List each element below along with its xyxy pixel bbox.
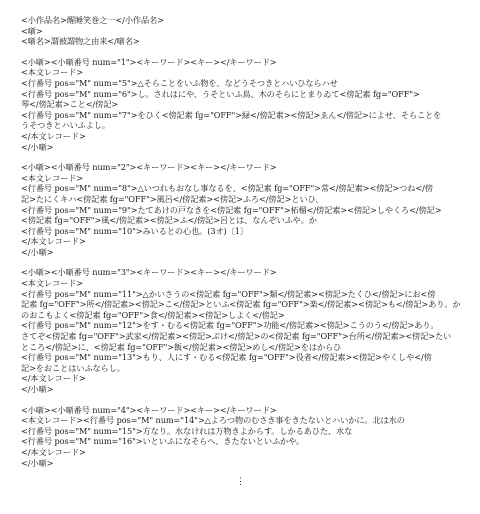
- text-line: のおこもよく<傍記素 fg="OFF">食</傍記素><傍記>しよく</傍記>: [21, 309, 285, 320]
- text-line: <噺>: [21, 25, 43, 36]
- text-line: </小噺>: [21, 246, 54, 257]
- blank-line: [21, 395, 469, 405]
- text-line: <行番号 pos="M" num="15">方なり。水なけれは万物きよからす。しかるあひた、水な: [21, 425, 353, 436]
- text-line: <本文レコード>: [21, 172, 84, 183]
- blank-line: [21, 152, 469, 162]
- text-line: <小噺><小噺番号 num="4"><キーワード><キー></キーワード>: [21, 404, 277, 415]
- text-line: <小噺><小噺番号 num="2"><キーワード><キー></キーワード>: [21, 162, 277, 173]
- text-line: </小噺>: [21, 457, 54, 468]
- text-line: うそつきとハいふよし。: [21, 120, 110, 131]
- text-line: <本文レコード>: [21, 67, 84, 78]
- document-body: [21, 15, 469, 468]
- text-line: <噺名>謂被謂物之由来</噺名>: [21, 36, 140, 47]
- text-line: <傍記素 fg="OFF">風</傍記素><傍記>ふ</傍記>呂とは、なんぞいふや。か: [21, 215, 317, 226]
- blank-line: [21, 257, 469, 267]
- text-line: <行番号 pos="M" num="11">△かいさうの<傍記素 fg="OFF">類</傍記素><傍記>たくひ</傍記>にお<傍: [21, 288, 436, 299]
- text-line: <小噺><小噺番号 num="1"><キーワード><キー></キーワード>: [21, 56, 277, 67]
- text-line: </本文レコード>: [21, 236, 86, 247]
- text-line: <行番号 pos="M" num="10">みいるとの心也。(3オ)〔1〕: [21, 225, 248, 236]
- text-line: <小作品名>醒睡笑巻之一</小作品名>: [21, 15, 164, 25]
- text-line: <行番号 pos="M" num="5">△そらことをいふ物を、などうそつきとハいひならハせ: [21, 77, 338, 88]
- text-line: <本文レコード>: [21, 278, 84, 289]
- text-line: <行番号 pos="M" num="12">をす・むる<傍記素 fg="OFF">功能</傍記素><傍記>こうのう</傍記>あり。: [21, 320, 439, 331]
- text-line: <行番号 pos="M" num="16">いといふになそらへ、きたないといふかや。: [21, 436, 305, 447]
- text-line: さてぞ<傍記素 fg="OFF">武家</傍記素><傍記>ぶけ</傍記>の<傍記素 fg="OFF">台所</傍記素><傍記>たい: [21, 331, 452, 342]
- text-line: 琴</傍記素>こと</傍記>: [21, 99, 119, 110]
- continuation-ellipsis-icon: ⋮: [236, 477, 245, 487]
- text-line: </本文レコード>: [21, 130, 86, 141]
- text-line: </小噺>: [21, 141, 54, 152]
- text-line: <行番号 pos="M" num="13">もり、人にす・むる<傍記素 fg="OFF">役者</傍記素><傍記>やくしや</傍: [21, 352, 432, 363]
- text-line: <行番号 pos="M" num="7">をひく<傍記素 fg="OFF">緑</傍記素><傍記>ゑん</傍記>によせ、そらことを: [21, 109, 442, 120]
- text-line: </小噺>: [21, 384, 54, 394]
- text-line: 記素 fg="OFF">所</傍記素><傍記>こ</傍記>といふ<傍記素 fg="OFF">楽</傍記素><傍記>も</傍記>あり。か: [21, 299, 461, 310]
- text-line: <行番号 pos="M" num="8">△いつれもおなし事なるを、<傍記素 fg="OFF">常</傍記素><傍記>つね</傍: [21, 183, 433, 194]
- text-line: <小噺><小噺番号 num="3"><キーワード><キー></キーワード>: [21, 267, 277, 278]
- blank-line: [21, 47, 469, 57]
- text-line: </本文レコード>: [21, 446, 86, 457]
- text-line: ところ</傍記>に、<傍記素 fg="OFF">飯</傍記素><傍記>めし</傍記>をはからひ: [21, 341, 342, 352]
- text-line: 記>たにくキハ<傍記素 fg="OFF">風呂</傍記素><傍記>ふろ</傍記>といひ、: [21, 193, 324, 204]
- text-line: <本文レコード><行番号 pos="M" num="14">△よろつ物のむさき事をきたないとハいかに。北は水の: [21, 415, 405, 426]
- text-line: 記>をおことはいふならし。: [21, 362, 125, 373]
- text-line: </本文レコード>: [21, 373, 86, 384]
- text-line: <行番号 pos="M" num="6">し。されはにや、うそといふ鳥、木のそらにとまりゐて<傍記素 fg="OFF">: [21, 88, 420, 99]
- text-line: <行番号 pos="M" num="9">たてあけの戸なきを<傍記素 fg="OFF">柘榴</傍記素><傍記>しやくろ</傍記>: [21, 204, 442, 215]
